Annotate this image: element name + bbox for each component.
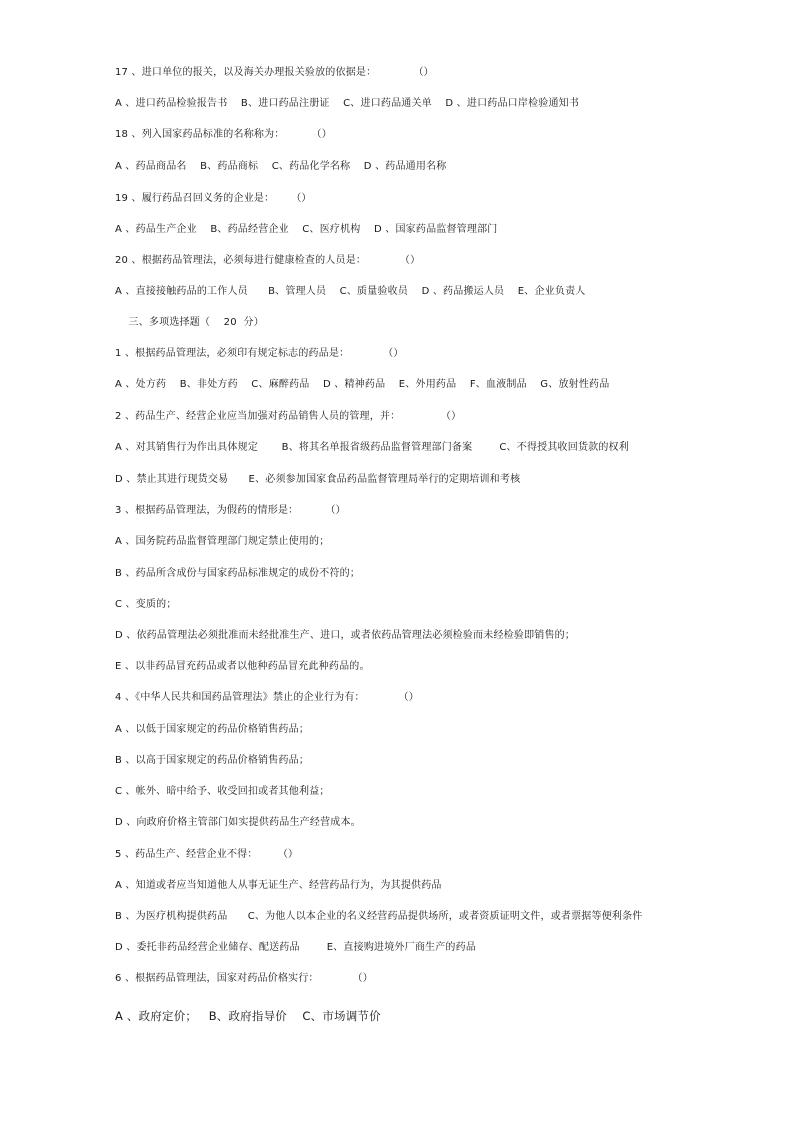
question-18-options: A 、药品商品名 B、药品商标 C、药品化学名称 D 、药品通用名称 [115,161,447,172]
mc-question-5-options-b-c: B 、为医疗机构提供药品 C、为他人以本企业的名义经营药品提供场所，或者资质证明文件，或者票据等便利条件 [115,911,643,922]
mc-question-2: 2 、药品生产、经营企业应当加强对药品销售人员的管理，并： （） [115,411,462,422]
mc-question-5-option-a: A 、知道或者应当知道他人从事无证生产、经营药品行为，为其提供药品 [115,880,442,891]
mc-question-1-options: A 、处方药 B、非处方药 C、麻醉药品 D 、精神药品 E、外用药品 F、血液制品 G、放射性药品 [115,379,610,390]
question-17-options: A 、进口药品检验报告书 B、进口药品注册证 C、进口药品通关单 D 、进口药品口岸检验通知书 [115,98,580,109]
mc-question-5: 5 、药品生产、经营企业不得： （） [115,849,299,860]
mc-question-3-option-c: C 、变质的； [115,599,177,610]
question-18: 18 、列入国家药品标准的名称称为： （） [115,129,332,140]
mc-question-3-option-d: D 、依药品管理法必须批准而未经批准生产、进口，或者依药品管理法必须检验而未经检验即销售的； [115,630,576,641]
mc-question-4-option-b: B 、以高于国家规定的药品价格销售药品； [115,755,310,766]
section-heading-multiple-choice: 三、多项选择题（ 20 分） [115,317,264,328]
mc-question-4-option-d: D 、向政府价格主管部门如实提供药品生产经营成本。 [115,817,361,828]
mc-question-3-option-a: A 、国务院药品监督管理部门规定禁止使用的； [115,536,330,547]
mc-question-1: 1 、根据药品管理法，必须印有规定标志的药品是： （） [115,348,404,359]
question-17: 17 、进口单位的报关，以及海关办理报关验放的依据是： （） [115,67,434,78]
mc-question-2-options-d-e: D 、禁止其进行现货交易 E、必须参加国家食品药品监督管理局举行的定期培训和考核 [115,474,521,485]
question-19: 19 、履行药品召回义务的企业是： （） [115,193,312,204]
question-19-options: A 、药品生产企业 B、药品经营企业 C、医疗机构 D 、国家药品监督管理部门 [115,224,498,235]
mc-question-3-option-e: E 、以非药品冒充药品或者以他种药品冒充此种药品的。 [115,661,370,672]
mc-question-2-options-a-c: A 、对其销售行为作出具体规定 B、将其名单报省级药品监督管理部门备案 C、不得授其收回货款的权利 [115,442,629,453]
mc-question-3-option-b: B 、药品所含成份与国家药品标准规定的成份不符的； [115,568,361,579]
mc-question-4-option-a: A 、以低于国家规定的药品价格销售药品； [115,724,310,735]
mc-question-4-option-c: C 、帐外、暗中给予、收受回扣或者其他利益； [115,786,330,797]
mc-question-4: 4 、《中华人民共和国药品管理法》禁止的企业行为有： （） [115,692,419,703]
mc-question-3: 3 、根据药品管理法，为假药的情形是： （） [115,505,346,516]
mc-question-6-options: A 、政府定价； B、政府指导价 C、市场调节价 [115,1009,381,1023]
mc-question-5-options-d-e: D 、委托非药品经营企业储存、配送药品 E、直接购进境外厂商生产的药品 [115,942,477,953]
question-20-options: A 、直接接触药品的工作人员 B、管理人员 C、质量验收员 D 、药品搬运人员 E、企业负责人 [115,286,586,297]
mc-question-6: 6 、根据药品管理法，国家对药品价格实行： （） [115,973,373,984]
question-20: 20 、根据药品管理法，必须每进行健康检查的人员是： （） [115,255,421,266]
